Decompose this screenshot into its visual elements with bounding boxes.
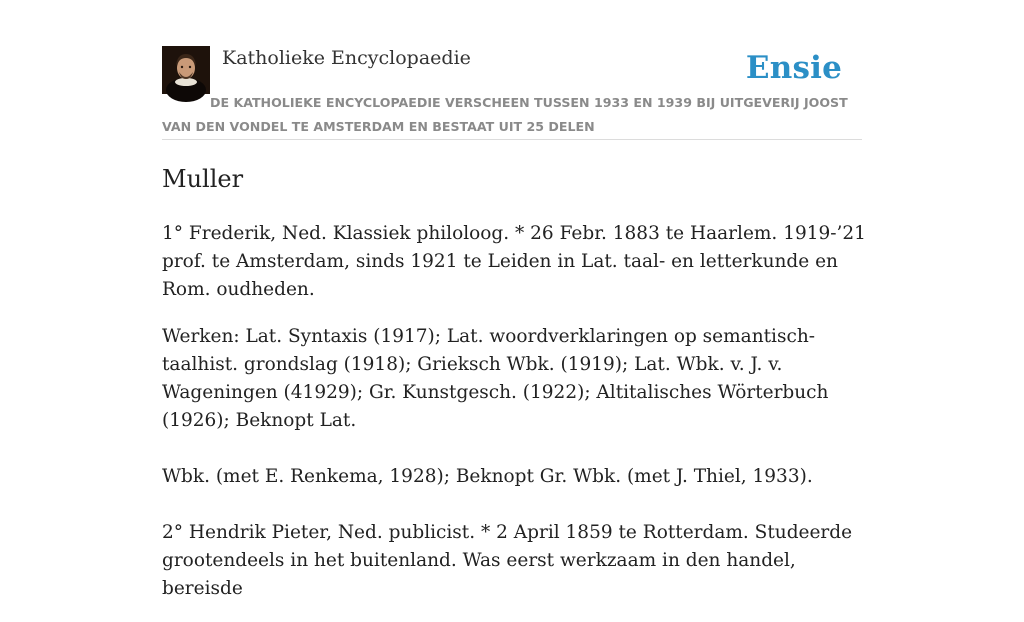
article-paragraph: Wbk. (met E. Renkema, 1928); Beknopt Gr. Wbk. (met J. Thiel, 1933). bbox=[162, 466, 813, 487]
article-paragraph: Werken: Lat. Syntaxis (1917); Lat. woordverklaringen op semantisch-taalhist. grondslag (1918); Grieksch Wbk. (1919); Lat. Wbk. v. J. v. Wageningen (41929); Gr. Kunstgesch. (1922); Altitalisches Wörterbuch (1926); Beknopt Lat. bbox=[162, 326, 829, 431]
article bbox=[162, 158, 872, 622]
portrait-image bbox=[162, 46, 210, 94]
ensie-logo[interactable]: Ensie bbox=[745, 50, 842, 86]
article-paragraph: 1° Frederik, Ned. Klassiek philoloog. * 26 Febr. 1883 te Haarlem. 1919-’21 prof. te Amsterdam, sinds 1921 te Leiden in Lat. taal- en letterkunde en Rom. oudheden. bbox=[162, 223, 866, 300]
article-title: Muller bbox=[162, 165, 244, 193]
site-title[interactable]: Katholieke Encyclopaedie bbox=[222, 47, 471, 69]
site-header bbox=[162, 46, 862, 140]
site-avatar[interactable] bbox=[162, 46, 210, 94]
site-description: DE KATHOLIEKE ENCYCLOPAEDIE VERSCHEEN TUSSEN 1933 EN 1939 BIJ UITGEVERIJ JOOST VAN DEN VONDEL TE AMSTERDAM EN BESTAAT UIT 25 DELEN bbox=[162, 95, 848, 134]
article-paragraph: 2° Hendrik Pieter, Ned. publicist. * 2 April 1859 te Rotterdam. Studeerde grootendeels in het buitenland. Was eerst werkzaam in den handel, bereisde bbox=[162, 522, 853, 599]
